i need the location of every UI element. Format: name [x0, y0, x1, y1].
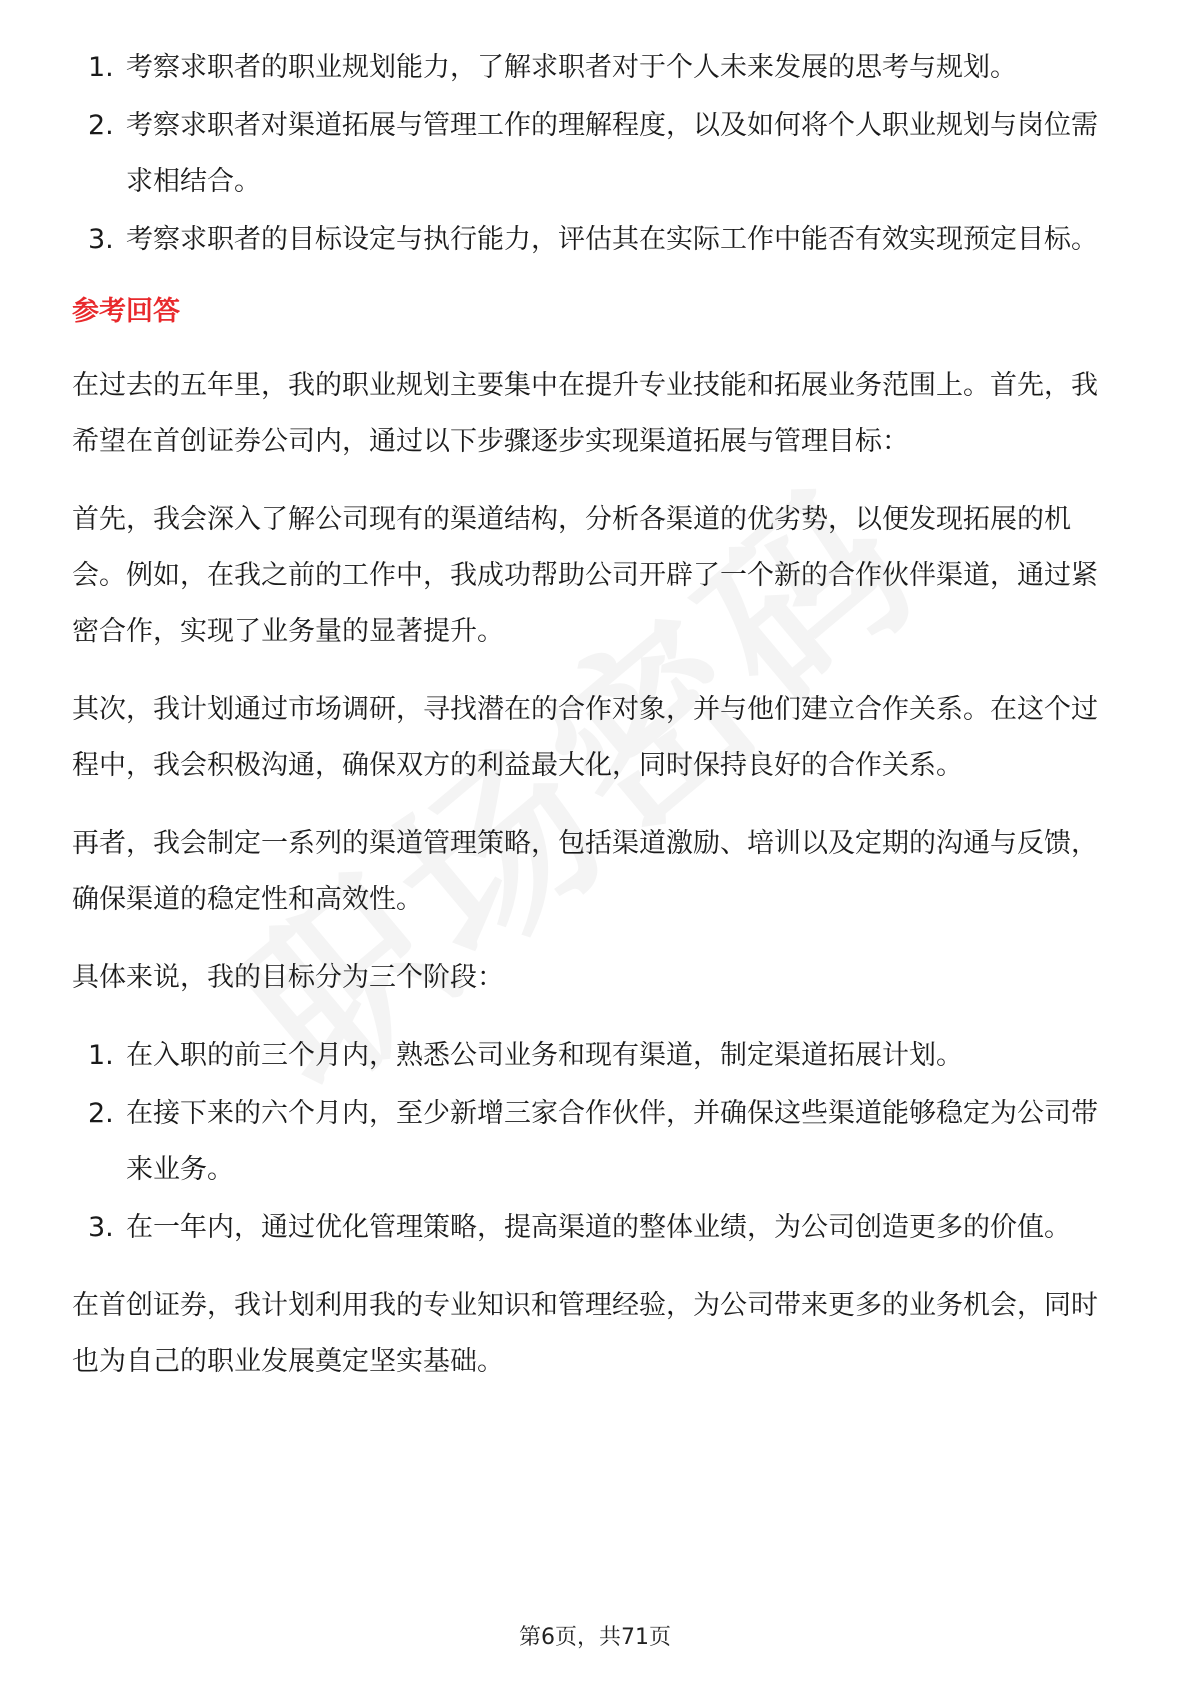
paragraph: 其次，我计划通过市场调研，寻找潜在的合作对象，并与他们建立合作关系。在这个过程中，我会积极沟通，确保双方的利益最大化，同时保持良好的合作关系。 [72, 694, 1098, 781]
evaluation-points-list [72, 40, 1118, 268]
paragraph: 首先，我会深入了解公司现有的渠道结构，分析各渠道的优劣势，以便发现拓展的机会。例如，在我之前的工作中，我成功帮助公司开辟了一个新的合作伙伴渠道，通过紧密合作，实现了业务量的显著提升。 [72, 504, 1098, 647]
list-number: 3. [88, 224, 114, 255]
list-item-text: 考察求职者对渠道拓展与管理工作的理解程度，以及如何将个人职业规划与岗位需求相结合。 [126, 110, 1098, 197]
list-item-text: 在一年内，通过优化管理策略，提高渠道的整体业绩，为公司创造更多的价值。 [126, 1212, 1071, 1243]
page-number-footer: 第6页，共71页 [519, 1625, 671, 1650]
list-item-text: 考察求职者的职业规划能力，了解求职者对于个人未来发展的思考与规划。 [126, 52, 1017, 83]
list-item [72, 1200, 1118, 1256]
paragraph: 具体来说，我的目标分为三个阶段： [72, 962, 504, 993]
list-number: 2. [88, 1098, 114, 1129]
page-content [72, 40, 1118, 1412]
list-item [72, 1028, 1118, 1084]
section-heading: 参考回答 [72, 296, 180, 327]
paragraph: 再者，我会制定一系列的渠道管理策略，包括渠道激励、培训以及定期的沟通与反馈，确保渠道的稳定性和高效性。 [72, 828, 1098, 915]
paragraph: 在过去的五年里，我的职业规划主要集中在提升专业技能和拓展业务范围上。首先，我希望在首创证券公司内，通过以下步骤逐步实现渠道拓展与管理目标： [72, 370, 1098, 457]
goal-stages-list [72, 1028, 1118, 1256]
list-number: 3. [88, 1212, 114, 1243]
list-item [72, 212, 1118, 268]
list-item-text: 考察求职者的目标设定与执行能力，评估其在实际工作中能否有效实现预定目标。 [126, 224, 1098, 255]
closing-paragraph: 在首创证券，我计划利用我的专业知识和管理经验，为公司带来更多的业务机会，同时也为自己的职业发展奠定坚实基础。 [72, 1290, 1098, 1377]
list-item-text: 在接下来的六个月内，至少新增三家合作伙伴，并确保这些渠道能够稳定为公司带来业务。 [126, 1098, 1098, 1185]
list-number: 1. [88, 52, 114, 83]
list-item [72, 40, 1118, 96]
list-item [72, 1086, 1118, 1198]
list-item [72, 98, 1118, 210]
list-item-text: 在入职的前三个月内，熟悉公司业务和现有渠道，制定渠道拓展计划。 [126, 1040, 963, 1071]
list-number: 2. [88, 110, 114, 141]
list-number: 1. [88, 1040, 114, 1071]
